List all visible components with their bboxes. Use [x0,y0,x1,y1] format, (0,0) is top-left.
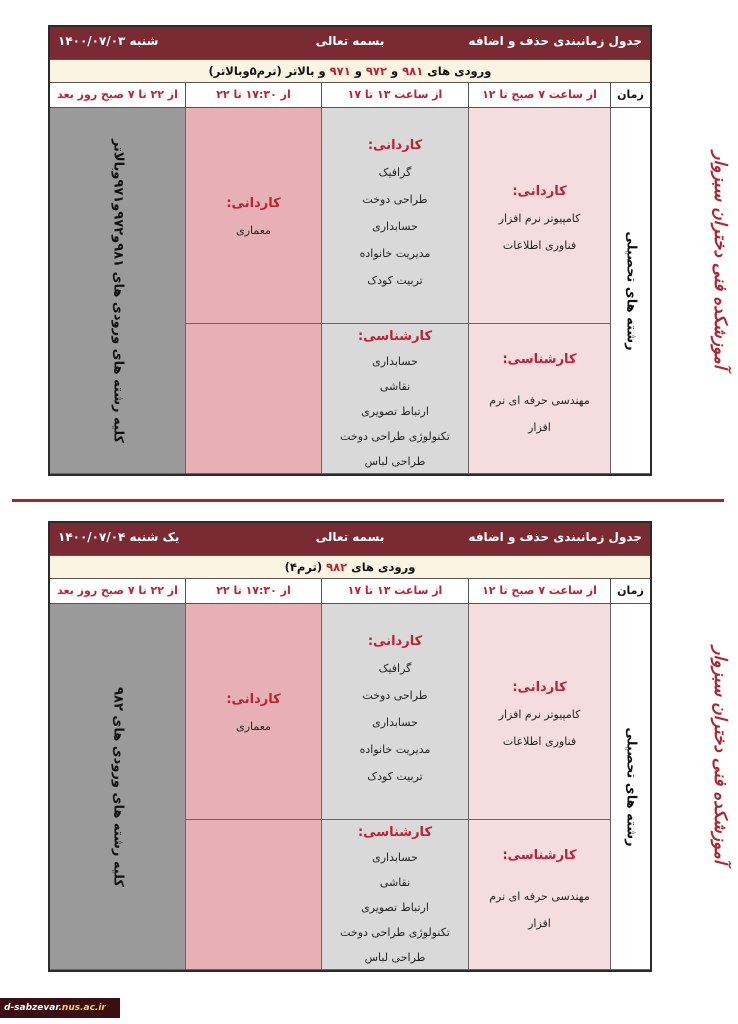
level-label: کاردانی: [512,680,567,695]
afternoon-associate-cell [321,108,468,324]
bismillah-text: بسمه تعالی [315,530,385,544]
major-item: کامپیوتر نرم افزار [498,708,581,721]
major-item: گرافیک [378,166,412,179]
table-title: جدول زمانبندی حذف و اضافه [468,34,642,48]
all-majors-note: کلیه رشته های ورودی های ۹۸۲ [110,686,125,887]
major-item: طراحی دوخت [362,689,428,702]
table-header [50,27,650,59]
table-date: یک شنبه ۱۴۰۰/۰۷/۰۴ [58,530,180,544]
level-label: کارشناسی: [502,352,577,367]
table-header [50,523,650,555]
college-stamp: آموزشکده فنی دختران سبزوار [710,151,730,369]
site-url-badge[interactable]: d-sabzevar.nus.ac.ir [0,998,120,1018]
col-evening: از ۱۷:۳۰ تا ۲۲ [185,579,321,604]
morning-bachelor-cell [468,820,610,970]
evening-associate-cell [185,108,321,324]
major-item: فناوری اطلاعات [502,239,577,252]
major-item: حسابداری [372,851,418,864]
level-label: کاردانی: [367,634,423,649]
level-label: کاردانی: [226,196,281,211]
col-afternoon: از ساعت ۱۳ تا ۱۷ [321,83,468,108]
morning-associate-cell [468,604,610,820]
col-afternoon: از ساعت ۱۳ تا ۱۷ [321,579,468,604]
night-all-majors-cell [50,604,185,970]
bismillah-text: بسمه تعالی [315,34,385,48]
col-night: از ۲۲ تا ۷ صبح روز بعد [50,579,185,604]
col-night: از ۲۲ تا ۷ صبح روز بعد [50,83,185,108]
major-item: مدیریت خانواده [359,743,431,756]
major-item: معماری [236,224,271,237]
level-label: کارشناسی: [357,329,433,344]
major-item: گرافیک [378,662,412,675]
row-label: رشته های تحصیلی [623,726,638,847]
level-label: کارشناسی: [357,825,433,840]
afternoon-bachelor-cell [321,820,468,970]
entry-years-row: ورودی های ۹۸۱ و ۹۷۲ و ۹۷۱ و بالاتر (ترم۵وبالاتر) [50,59,650,83]
all-majors-note: کلیه رشته های ورودی های ۹۸۱و۹۷۲و۹۷۱وبالاتر [110,138,125,443]
evening-empty-cell [185,324,321,474]
major-item: طراحی دوخت [362,193,428,206]
col-time-label: زمان [610,83,650,108]
evening-associate-cell [185,604,321,820]
table-date: شنبه ۱۴۰۰/۰۷/۰۳ [58,34,159,48]
afternoon-bachelor-cell [321,324,468,474]
col-morning: از ساعت ۷ صبح تا ۱۲ [468,579,610,604]
morning-bachelor-cell [468,324,610,474]
row-label-cell [610,108,650,474]
major-item: طراحی لباس [364,951,426,964]
level-label: کارشناسی: [502,848,577,863]
major-item: مهندسی حرفه ای نرم [489,394,590,407]
col-morning: از ساعت ۷ صبح تا ۱۲ [468,83,610,108]
major-item: تکنولوژی طراحی دوخت [340,430,450,443]
major-item: کامپیوتر نرم افزار [498,212,581,225]
level-label: کاردانی: [512,184,567,199]
entry-years-row: ورودی های ۹۸۲ (ترم۴) [50,555,650,579]
morning-associate-cell [468,108,610,324]
table-title: جدول زمانبندی حذف و اضافه [468,530,642,544]
evening-empty-cell [185,820,321,970]
college-stamp: آموزشکده فنی دختران سبزوار [710,646,730,864]
level-label: کاردانی: [367,138,423,153]
major-item: افزار [528,917,551,930]
schedule-table-1 [48,25,652,476]
section-divider [12,499,724,502]
row-label-cell [610,604,650,970]
major-item: افزار [528,421,551,434]
major-item: معماری [236,720,271,733]
major-item: ارتباط تصویری [361,405,429,418]
major-item: تکنولوژی طراحی دوخت [340,926,450,939]
major-item: طراحی لباس [364,455,426,468]
major-item: حسابداری [372,716,418,729]
major-item: ارتباط تصویری [361,901,429,914]
major-item: حسابداری [372,220,418,233]
major-item: تربیت کودک [367,274,423,287]
major-item: نقاشی [379,380,411,393]
major-item: نقاشی [379,876,411,889]
row-label: رشته های تحصیلی [623,230,638,351]
major-item: حسابداری [372,355,418,368]
major-item: تربیت کودک [367,770,423,783]
major-item: مهندسی حرفه ای نرم [489,890,590,903]
level-label: کاردانی: [226,692,281,707]
afternoon-associate-cell [321,604,468,820]
major-item: فناوری اطلاعات [502,735,577,748]
major-item: مدیریت خانواده [359,247,431,260]
col-time-label: زمان [610,579,650,604]
night-all-majors-cell [50,108,185,474]
schedule-table-2 [48,521,652,972]
col-evening: از ۱۷:۳۰ تا ۲۲ [185,83,321,108]
